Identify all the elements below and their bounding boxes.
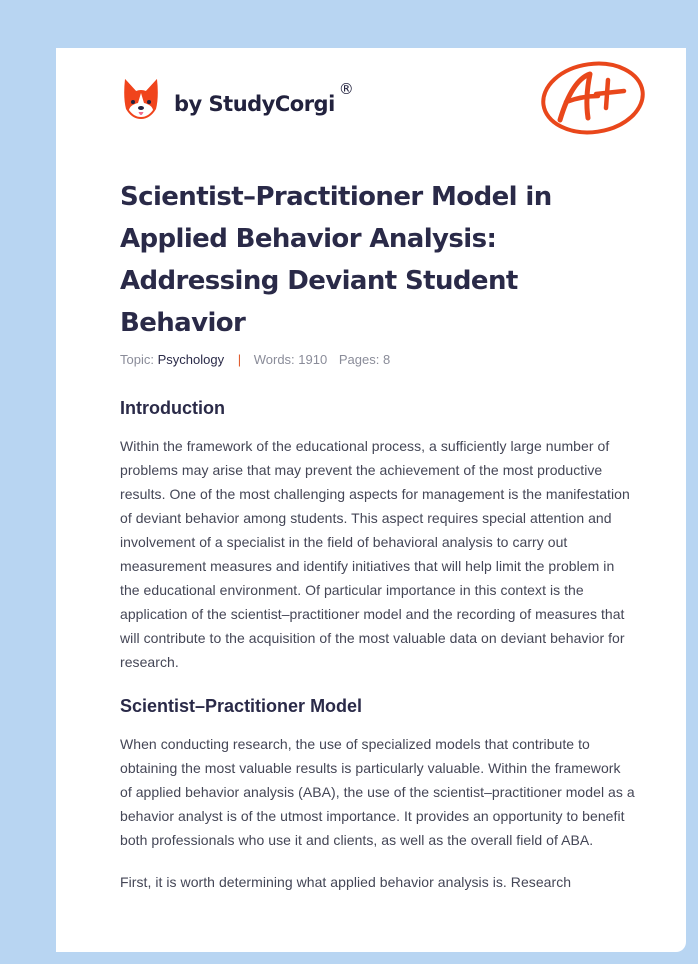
- paragraph: When conducting research, the use of specialized models that contribute to obtaining the most valuable results is particularly valuable. Within the framework of applied behavior analysis (ABA), the use of the scientist–practitioner model as a behavior analyst is of the utmost importance. It provides an opportunity to benefit both professionals who use it and clients, as well as the overall field of ABA.: [120, 736, 635, 848]
- section-heading: Scientist–Practitioner Model: [120, 696, 363, 716]
- meta-separator: |: [237, 352, 242, 367]
- corgi-logo-icon: [122, 77, 160, 121]
- topic-label: Topic:: [120, 352, 154, 367]
- brand-name: by StudyCorgi: [174, 92, 335, 116]
- document-title: Scientist–Practitioner Model in Applied Behavior Analysis: Addressing Deviant Student Behavior: [120, 182, 552, 338]
- words-label: Words:: [253, 352, 295, 367]
- document-body: [120, 394, 636, 894]
- topic-link[interactable]: Psychology: [157, 352, 225, 367]
- section-heading: Introduction: [120, 398, 225, 418]
- section-introduction: [120, 394, 636, 674]
- pages-label: Pages:: [338, 352, 380, 367]
- brand-header: [122, 76, 354, 122]
- paragraph: First, it is worth determining what applied behavior analysis is. Research: [120, 874, 572, 890]
- section-scientist-practitioner-model: [120, 692, 636, 894]
- registered-mark: ®: [338, 80, 354, 98]
- paragraph: Within the framework of the educational process, a sufficiently large number of problems may arise that may prevent the achievement of the most productive results. One of the most challenging aspects for management is the manifestation of deviant behavior among students. This aspect requires special attention and involvement of a specialist in the field of behavioral analysis to carry out measurement measures and identify initiatives that will help limit the problem in the educational environment. Of particular importance in this context is the application of the scientist–practitioner model and the recording of measures that will contribute to the acquisition of the most valuable data on deviant behavior for research.: [120, 438, 630, 670]
- document-meta: [120, 352, 390, 367]
- words-count: 1910: [298, 352, 328, 367]
- document-card: [56, 48, 686, 952]
- a-plus-grade-icon: [538, 58, 648, 138]
- pages-count: 8: [382, 352, 391, 367]
